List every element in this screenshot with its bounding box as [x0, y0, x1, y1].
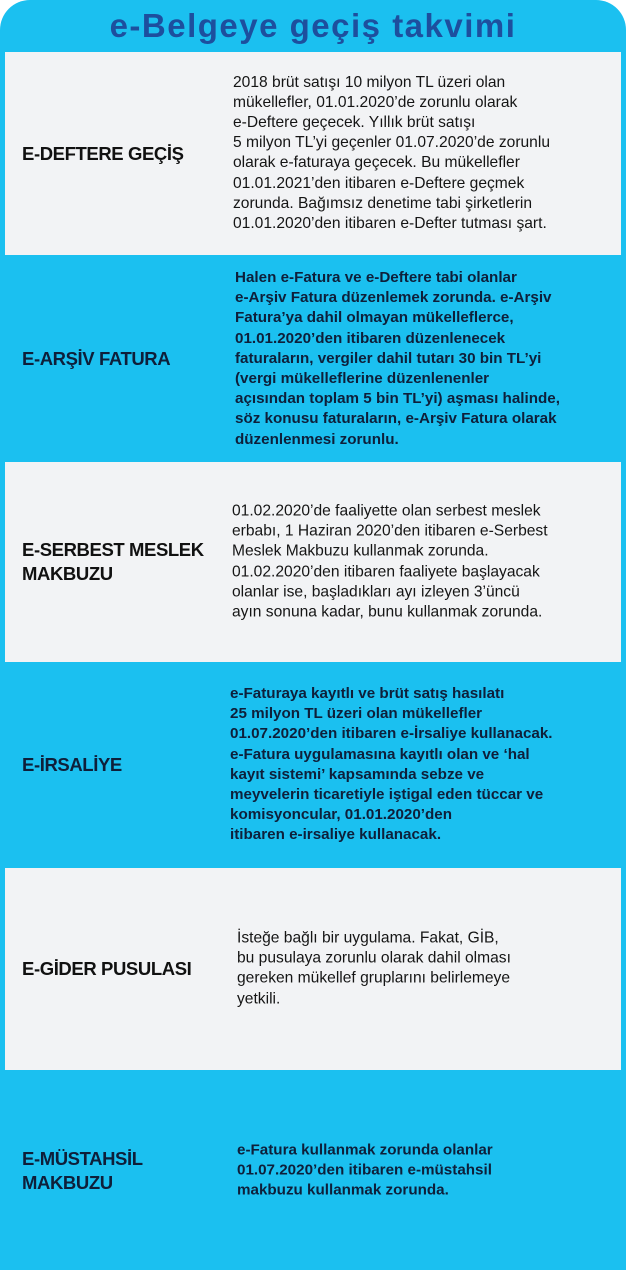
row-description — [237, 1141, 493, 1202]
row-label — [22, 1147, 143, 1195]
description-line: 01.01.2020’den itibaren e-Defter tutması şart. — [233, 215, 547, 233]
description-line: ayın sonuna kadar, bunu kullanmak zorunda. — [232, 603, 543, 621]
description-line: Fatura’ya dahil olmayan mükelleflerce, — [235, 309, 514, 327]
row-description — [237, 929, 511, 1010]
row-e-gider-pusulasi — [5, 868, 621, 1070]
description-line: zorunda. Bağımsız denetime tabi şirketlerin — [233, 194, 533, 212]
description-line: Meslek Makbuzu kullanmak zorunda. — [232, 542, 489, 560]
row-description — [235, 268, 560, 450]
description-line: açısından toplam 5 bin TL’yi) aşması halinde, — [235, 390, 560, 408]
description-line: düzenlenmesi zorunlu. — [235, 430, 399, 448]
row-label-line: E-DEFTERE GEÇİŞ — [22, 142, 184, 164]
row-label — [22, 347, 170, 371]
description-line: (vergi mükelleflerine düzenlenenler — [235, 370, 490, 388]
row-label-line: MAKBUZU — [22, 563, 113, 584]
description-line: 01.01.2020’den itibaren düzenlenecek — [235, 329, 506, 347]
description-line: 01.01.2021’den itibaren e-Deftere geçmek — [233, 174, 525, 192]
description-line: e-Fatura uygulamasına kayıtlı olan ve ‘hal — [230, 745, 530, 763]
description-line: 01.02.2020’den itibaren faaliyete başlayacak — [232, 563, 540, 580]
description-line: e-Faturaya kayıtlı ve brüt satış hasılatı — [230, 685, 505, 703]
description-line: itibaren e-irsaliye kullanacak. — [230, 826, 442, 844]
row-e-defter — [5, 52, 621, 255]
description-line: erbabı, 1 Haziran 2020’den itibaren e-Serbest — [232, 522, 548, 540]
description-line: bu pusulaya zorunlu olarak dahil olması — [237, 949, 511, 967]
description-line: söz konusu faturaların, e-Arşiv Fatura olarak — [235, 410, 557, 428]
description-line: e-Deftere geçecek. Yıllık brüt satışı — [233, 114, 476, 132]
row-description — [232, 501, 548, 622]
row-label — [22, 142, 184, 166]
description-line: Halen e-Fatura ve e-Deftere tabi olanlar — [235, 269, 517, 287]
description-line: gereken mükellef gruplarını belirlemeye — [237, 970, 511, 987]
description-line: mükellefler, 01.01.2020’de zorunlu olarak — [233, 93, 518, 111]
description-line: olarak e-faturaya geçecek. Bu mükellefler — [233, 154, 520, 172]
description-line: meyvelerin ticaretiyle iştigal eden tüccar ve — [230, 786, 544, 804]
description-line: kayıt sistemi’ kapsamında sebze ve — [230, 766, 485, 783]
description-line: olanlar ise, başladıkları ayı izleyen 3’üncü — [232, 583, 520, 601]
row-description — [233, 73, 550, 235]
description-line: İsteğe bağlı bir uygulama. Fakat, GİB, — [237, 929, 499, 947]
row-label — [22, 753, 122, 777]
row-e-arsiv-fatura — [5, 258, 621, 460]
row-e-serbest-meslek-makbuzu — [5, 462, 621, 662]
row-label-line: E-İRSALİYE — [22, 754, 122, 775]
row-e-irsaliye — [5, 664, 621, 866]
description-line: 01.02.2020’de faaliyette olan serbest meslek — [232, 502, 541, 520]
description-line: makbuzu kullanmak zorunda. — [237, 1182, 449, 1200]
row-label-line: MAKBUZU — [22, 1172, 113, 1193]
row-label — [22, 538, 204, 586]
row-e-mustahsil-makbuzu — [5, 1072, 621, 1270]
description-line: e-Arşiv Fatura düzenlemek zorunda. e-Arşiv — [235, 289, 552, 307]
row-label-line: E-SERBEST MESLEK — [22, 539, 204, 560]
description-line: 2018 brüt satışı 10 milyon TL üzeri olan — [233, 73, 506, 91]
row-label-line: E-ARŞİV FATURA — [22, 348, 171, 369]
description-line: e-Fatura kullanmak zorunda olanlar — [237, 1141, 493, 1159]
row-label — [22, 957, 191, 981]
row-label-line: E-GİDER PUSULASI — [22, 958, 192, 979]
row-description — [230, 684, 553, 846]
description-line: 25 milyon TL üzeri olan mükellefler — [230, 705, 483, 723]
description-line: komisyoncular, 01.01.2020’den — [230, 806, 453, 824]
description-line: 5 milyon TL’yi geçenler 01.07.2020’de zorunlu — [233, 134, 550, 152]
description-line: faturaların, vergiler dahil tutarı 30 bin TL’yi — [235, 349, 542, 367]
description-line: 01.07.2020’den itibaren e-İrsaliye kullanacak. — [230, 725, 553, 743]
description-line: yetkili. — [237, 990, 281, 1008]
row-label-line: E-MÜSTAHSİL — [22, 1148, 143, 1169]
page-title: e-Belgeye geçiş takvimi — [109, 7, 517, 44]
description-line: 01.07.2020’den itibaren e-müstahsil — [237, 1161, 492, 1179]
